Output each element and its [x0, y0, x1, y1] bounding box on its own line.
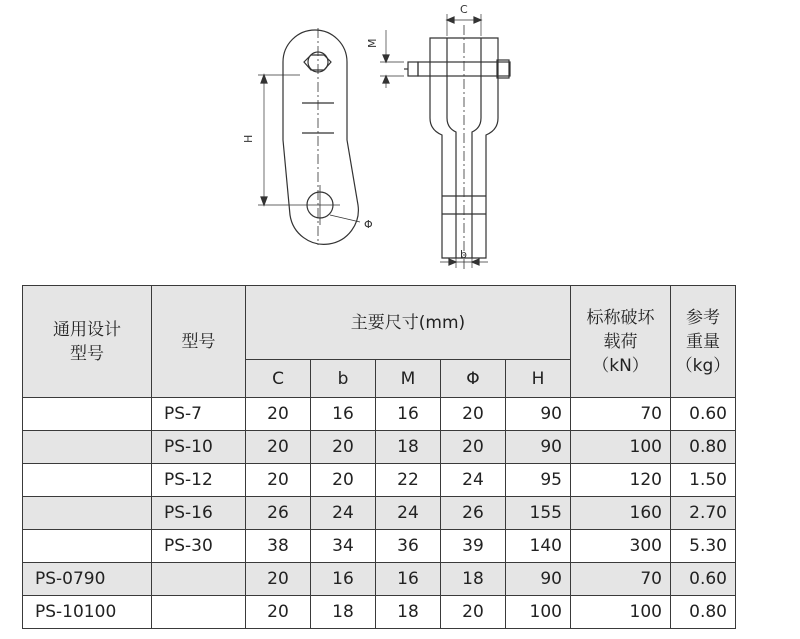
cell-b: 20: [311, 464, 376, 497]
plate-outline: [283, 30, 358, 244]
front-view: [258, 28, 360, 245]
cell-c: 38: [246, 530, 311, 563]
cell-c: 20: [246, 563, 311, 596]
cell-h: 90: [506, 563, 571, 596]
cell-model: PS-12: [152, 464, 246, 497]
cell-breaking-load: 70: [571, 563, 671, 596]
header-design-model: 通用设计 型号: [23, 286, 152, 398]
cell-b: 24: [311, 497, 376, 530]
cell-h: 140: [506, 530, 571, 563]
table-row: [23, 398, 736, 431]
table-row: [23, 596, 736, 629]
cell-weight: 0.80: [671, 431, 736, 464]
dim-label-h: H: [242, 134, 255, 143]
cell-m: 16: [376, 398, 441, 431]
table-body: [23, 398, 736, 629]
cell-phi: 39: [441, 530, 506, 563]
cell-design-model: [23, 431, 152, 464]
cell-weight: 1.50: [671, 464, 736, 497]
table-row: [23, 431, 736, 464]
header-sub-m: M: [376, 360, 441, 398]
cell-design-model: PS-0790: [23, 563, 152, 596]
cell-model: [152, 563, 246, 596]
table-row: [23, 530, 736, 563]
cell-model: [152, 596, 246, 629]
cell-h: 95: [506, 464, 571, 497]
header-weight: 参考 重量 （kg）: [671, 286, 736, 398]
cell-m: 18: [376, 431, 441, 464]
dim-label-phi: Φ: [364, 218, 373, 231]
side-view: [380, 14, 510, 270]
cell-weight: 0.60: [671, 398, 736, 431]
cell-m: 18: [376, 596, 441, 629]
cell-design-model: [23, 530, 152, 563]
header-breaking-load: 标称破坏 载荷 （kN）: [571, 286, 671, 398]
cell-breaking-load: 160: [571, 497, 671, 530]
dim-label-b: b: [460, 248, 467, 261]
cell-h: 155: [506, 497, 571, 530]
cell-design-model: PS-10100: [23, 596, 152, 629]
table-row: [23, 497, 736, 530]
cell-breaking-load: 100: [571, 431, 671, 464]
table-row: [23, 464, 736, 497]
header-sub-b: b: [311, 360, 376, 398]
header-sub-phi: Φ: [441, 360, 506, 398]
cell-design-model: [23, 464, 152, 497]
cell-b: 16: [311, 398, 376, 431]
cell-model: PS-30: [152, 530, 246, 563]
cell-c: 20: [246, 398, 311, 431]
cell-weight: 5.30: [671, 530, 736, 563]
cell-c: 26: [246, 497, 311, 530]
cell-phi: 20: [441, 431, 506, 464]
cell-design-model: [23, 497, 152, 530]
cell-b: 18: [311, 596, 376, 629]
cell-model: PS-7: [152, 398, 246, 431]
cell-phi: 26: [441, 497, 506, 530]
cell-h: 100: [506, 596, 571, 629]
dim-label-m: M: [366, 38, 379, 48]
cell-h: 90: [506, 398, 571, 431]
header-sub-h: H: [506, 360, 571, 398]
cell-c: 20: [246, 596, 311, 629]
cell-m: 36: [376, 530, 441, 563]
technical-drawing: [0, 0, 800, 285]
header-row-1: [23, 286, 736, 360]
cell-breaking-load: 100: [571, 596, 671, 629]
cell-weight: 0.60: [671, 563, 736, 596]
cell-m: 24: [376, 497, 441, 530]
spec-table: [22, 285, 736, 629]
cell-weight: 0.80: [671, 596, 736, 629]
cell-breaking-load: 70: [571, 398, 671, 431]
cell-phi: 20: [441, 596, 506, 629]
cell-m: 22: [376, 464, 441, 497]
header-sub-c: C: [246, 360, 311, 398]
cell-phi: 18: [441, 563, 506, 596]
cell-b: 20: [311, 431, 376, 464]
cell-b: 34: [311, 530, 376, 563]
header-main-dims: 主要尺寸(mm): [246, 286, 571, 360]
cell-m: 16: [376, 563, 441, 596]
cell-b: 16: [311, 563, 376, 596]
dim-label-c: C: [460, 3, 468, 16]
cell-c: 20: [246, 431, 311, 464]
cell-phi: 20: [441, 398, 506, 431]
table-row: [23, 563, 736, 596]
cell-design-model: [23, 398, 152, 431]
header-model: 型号: [152, 286, 246, 398]
cell-phi: 24: [441, 464, 506, 497]
cell-model: PS-10: [152, 431, 246, 464]
cell-breaking-load: 120: [571, 464, 671, 497]
cell-breaking-load: 300: [571, 530, 671, 563]
cell-weight: 2.70: [671, 497, 736, 530]
cell-h: 90: [506, 431, 571, 464]
cell-model: PS-16: [152, 497, 246, 530]
cell-c: 20: [246, 464, 311, 497]
